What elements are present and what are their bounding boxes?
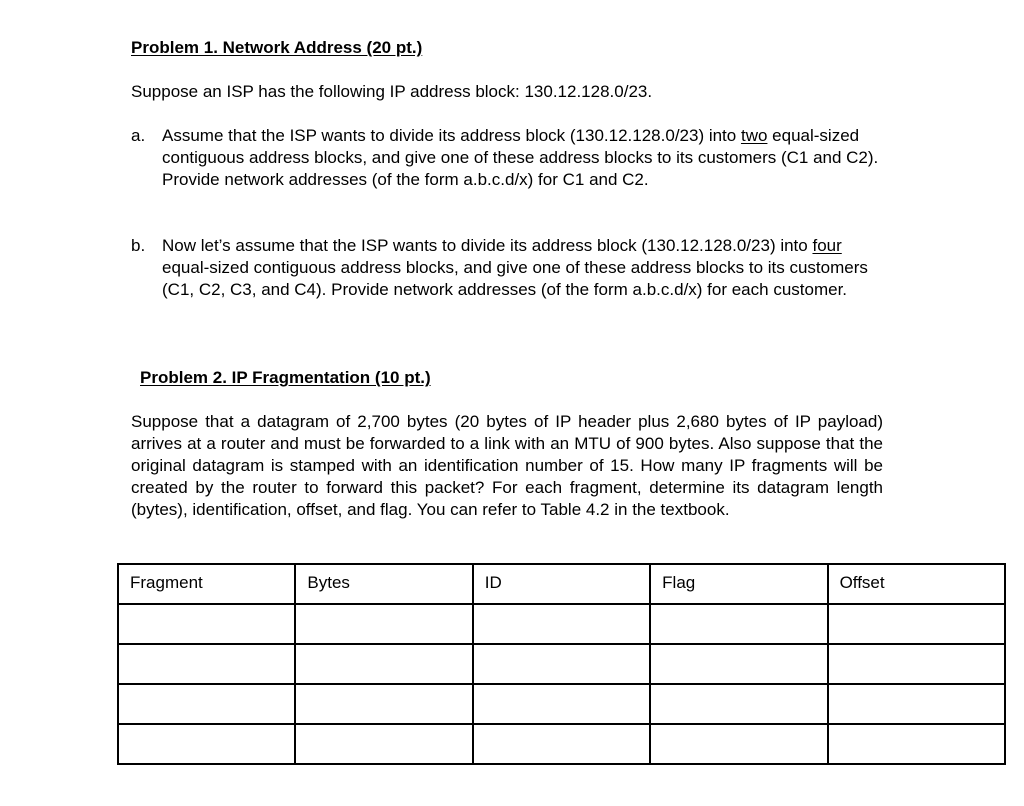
table-cell[interactable] xyxy=(650,724,827,764)
problem2-text: Suppose that a datagram of 2,700 bytes (20 bytes of IP header plus 2,680 bytes of IP payload) arrives at a router and must be forwarded to a link with an MTU of 900 bytes. Also suppose that the original datagram is stamped with an identification number of 15. How many IP fragments will be created by the router to forward this packet? For each fragment, determine its datagram length (bytes), identification, offset, and flag. You can refer to Table 4.2 in the textbook. xyxy=(131,412,883,519)
problem1-part-a xyxy=(131,125,891,191)
table-cell[interactable] xyxy=(650,604,827,644)
problem2-title: Problem 2. IP Fragmentation (10 pt.) xyxy=(140,368,431,387)
table-row xyxy=(118,604,1005,644)
table-cell[interactable] xyxy=(473,724,650,764)
header-fragment: Fragment xyxy=(118,564,295,604)
table-row xyxy=(118,684,1005,724)
part-b-text: Now let’s assume that the ISP wants to divide its address block (130.12.128.0/23) into four equal-sized contiguous address blocks, and give one of these address blocks to its customers (C1, C2, C3, and C4). Provide network addresses (of the form a.b.c.d/x) for each customer. xyxy=(162,236,868,299)
part-b-marker: b. xyxy=(131,236,146,255)
table-row xyxy=(118,644,1005,684)
table-cell[interactable] xyxy=(118,604,295,644)
part-b-emphasis: four xyxy=(812,236,842,255)
header-id: ID xyxy=(473,564,650,604)
table-cell[interactable] xyxy=(473,644,650,684)
table-cell[interactable] xyxy=(828,724,1005,764)
header-flag: Flag xyxy=(650,564,827,604)
header-bytes: Bytes xyxy=(295,564,472,604)
table-cell[interactable] xyxy=(473,684,650,724)
table-cell[interactable] xyxy=(828,684,1005,724)
table-cell[interactable] xyxy=(650,644,827,684)
table-cell[interactable] xyxy=(295,724,472,764)
table-cell[interactable] xyxy=(295,684,472,724)
table-header-row xyxy=(118,564,1005,604)
part-a-marker: a. xyxy=(131,126,146,145)
table-cell[interactable] xyxy=(295,644,472,684)
problem1-title: Problem 1. Network Address (20 pt.) xyxy=(131,38,423,57)
part-a-emphasis: two xyxy=(740,126,768,145)
table-cell[interactable] xyxy=(473,604,650,644)
table-cell[interactable] xyxy=(118,644,295,684)
table-cell[interactable] xyxy=(118,724,295,764)
header-offset: Offset xyxy=(828,564,1005,604)
table-row xyxy=(118,724,1005,764)
table-cell[interactable] xyxy=(118,684,295,724)
fragment-table xyxy=(117,563,1006,765)
table-cell[interactable] xyxy=(295,604,472,644)
table-cell[interactable] xyxy=(828,644,1005,684)
problem1-intro: Suppose an ISP has the following IP address block: 130.12.128.0/23. xyxy=(131,82,653,101)
part-a-text: Assume that the ISP wants to divide its address block (130.12.128.0/23) into two equal-sized contiguous address blocks, and give one of these address blocks to its customers (C1 and C2). Provide network addresses (of the form a.b.c.d/x) for C1 and C2. xyxy=(162,126,879,189)
problem1-part-b xyxy=(131,235,891,301)
table-cell[interactable] xyxy=(828,604,1005,644)
table-cell[interactable] xyxy=(650,684,827,724)
